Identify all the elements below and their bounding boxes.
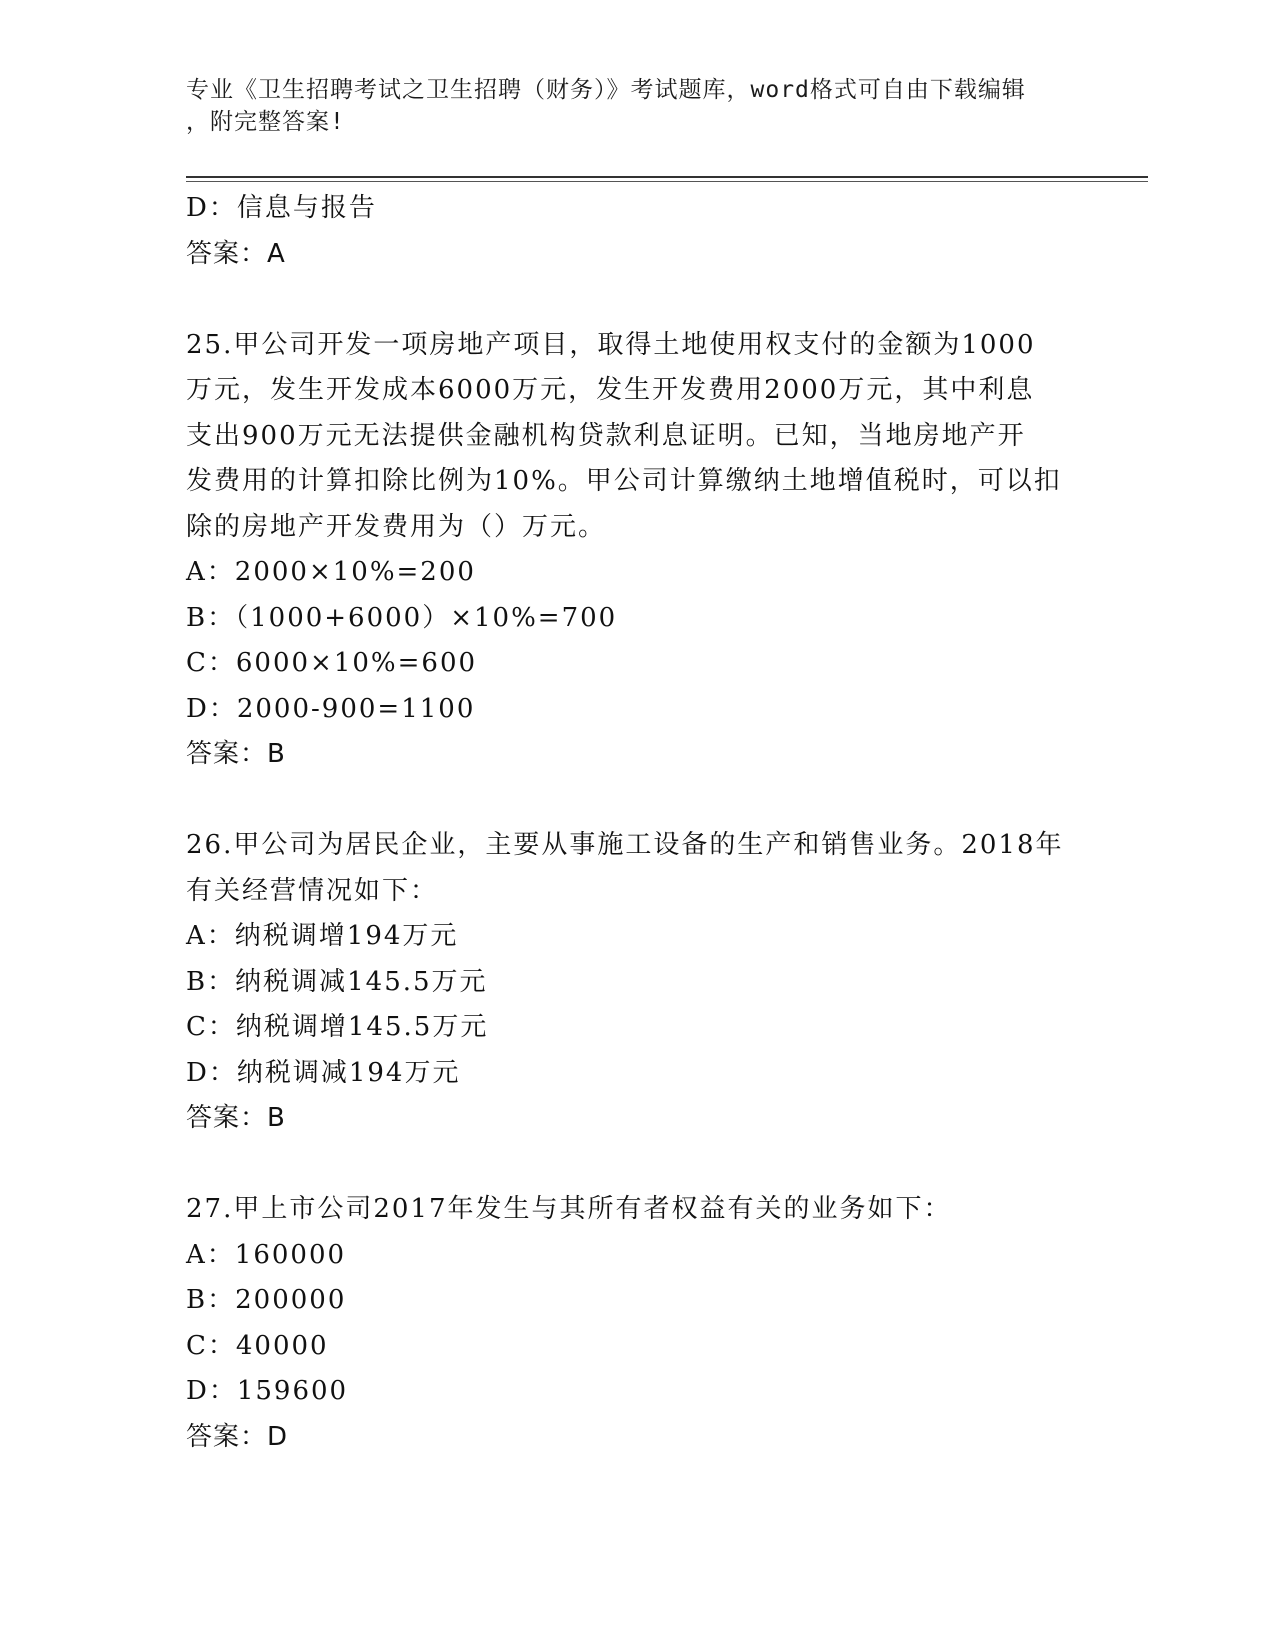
question-stem-line: 25.甲公司开发一项房地产项目，取得土地使用权支付的金额为1000 — [186, 329, 1036, 360]
question-stem-line: 27.甲上市公司2017年发生与其所有者权益有关的业务如下： — [186, 1194, 952, 1224]
question-stem-line: 支出900万元无法提供金融机构贷款利息证明。已知，当地房地产开 — [186, 420, 1026, 451]
answer-line: 答案：B — [186, 1103, 286, 1133]
option-a: A：160000 — [186, 1239, 347, 1270]
option-b: B：纳税调减145.5万元 — [186, 966, 488, 997]
option-d: D：纳税调减194万元 — [186, 1057, 461, 1088]
header-divider-thick — [186, 176, 1148, 178]
option-b: B：（1000+6000）×10%=700 — [186, 602, 618, 633]
answer-line: 答案：A — [186, 238, 286, 269]
document-header — [186, 74, 1086, 138]
option-a: A：纳税调增194万元 — [186, 921, 459, 951]
spacer — [186, 1142, 1086, 1188]
question-26 — [186, 823, 1086, 1142]
option-c: C：6000×10%=600 — [186, 648, 478, 678]
question-stem-line: 26.甲公司为居民企业，主要从事施工设备的生产和销售业务。2018年 — [186, 830, 1064, 860]
document-body — [186, 186, 1086, 1460]
spacer — [186, 778, 1086, 824]
question-25 — [186, 323, 1086, 778]
question-stem-line: 万元，发生开发成本6000万元，发生开发费用2000万元，其中利息 — [186, 375, 1035, 405]
previous-question-tail — [186, 186, 1086, 277]
option-c: C：40000 — [186, 1330, 329, 1361]
option-d: D：159600 — [186, 1376, 349, 1406]
header-line-1: 专业《卫生招聘考试之卫生招聘（财务）》考试题库，word格式可自由下载编辑 — [186, 77, 1026, 103]
header-divider-thin — [186, 181, 1148, 182]
option-b: B：200000 — [186, 1285, 347, 1315]
option-d: D：信息与报告 — [186, 193, 377, 223]
option-c: C：纳税调增145.5万元 — [186, 1012, 489, 1042]
question-stem-line: 有关经营情况如下： — [186, 875, 439, 906]
answer-line: 答案：B — [186, 739, 286, 769]
question-27 — [186, 1187, 1086, 1460]
option-d: D：2000-900=1100 — [186, 693, 476, 724]
option-a: A：2000×10%=200 — [186, 557, 476, 587]
header-line-2: ，附完整答案! — [186, 109, 345, 135]
answer-line: 答案：D — [186, 1421, 289, 1452]
spacer — [186, 277, 1086, 323]
question-stem-line: 发费用的计算扣除比例为10%。甲公司计算缴纳土地增值税时，可以扣 — [186, 466, 1062, 496]
question-stem-line: 除的房地产开发费用为（）万元。 — [186, 511, 607, 542]
